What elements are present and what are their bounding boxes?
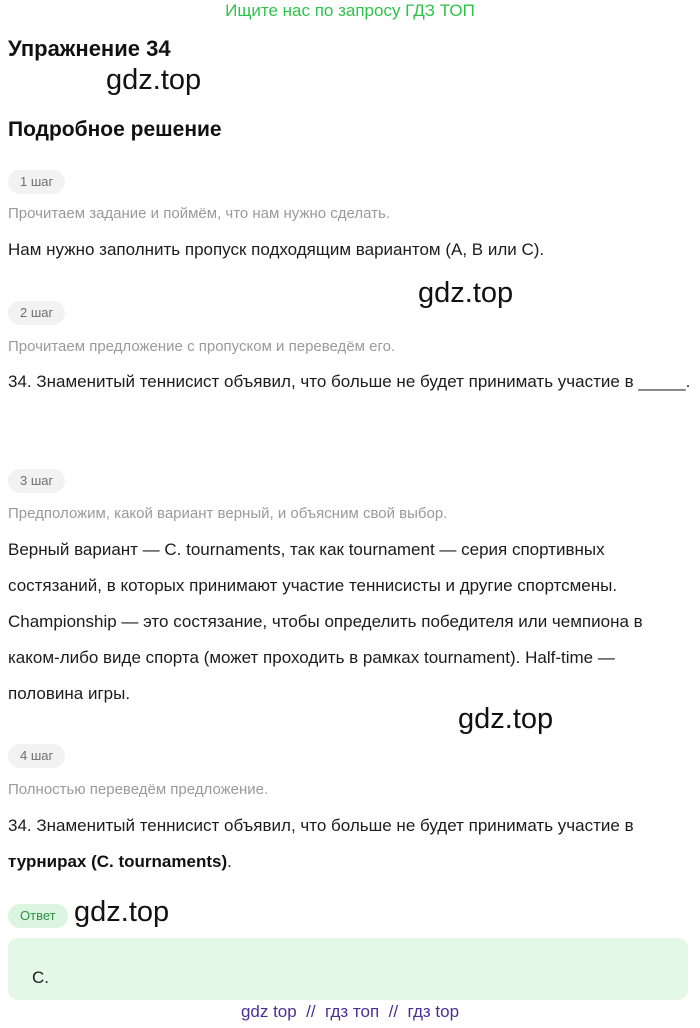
step-3-badge: 3 шаг [8, 469, 65, 493]
step-1-badge: 1 шаг [8, 170, 65, 194]
answer-value: C. [32, 968, 49, 987]
step-4-text-end: . [227, 852, 232, 871]
exercise-title: Упражнение 34 [8, 36, 171, 61]
step-4-text-bold: турнирах (C. tournaments) [8, 852, 228, 871]
footer-links: gdz top // гдз топ // гдз top [240, 1002, 460, 1021]
step-4-hint: Полностью переведём предложение. [8, 781, 269, 798]
step-4-text [8, 808, 692, 880]
solution-title: Подробное решение [8, 118, 222, 141]
step-3-text: Верный вариант — C. tournaments, так как tournament — серия спортивных состязаний, в которых принимают участие теннисисты и другие спортсмены. Championship — это состязание, чтобы определить победителя или чемпиона в каком-либо виде спорта (может проходить в рамках tournament). Half-time — половина игры. [8, 540, 643, 703]
step-3-hint: Предположим, какой вариант верный, и объясним свой выбор. [8, 505, 448, 522]
step-4-badge: 4 шаг [8, 744, 65, 768]
step-1-hint: Прочитаем задание и поймём, что нам нужно сделать. [8, 205, 391, 222]
watermark: gdz.top [106, 64, 202, 96]
answer-box [8, 938, 688, 1000]
step-1-text: Нам нужно заполнить пропуск подходящим вариантом (A, B или C). [8, 240, 545, 259]
promo-banner: Ищите нас по запросу ГДЗ ТОП [225, 1, 475, 20]
step-2-hint: Прочитаем предложение с пропуском и переведём его. [8, 338, 396, 355]
answer-badge: Ответ [8, 904, 68, 928]
step-2-text: 34. Знаменитый теннисист объявил, что больше не будет принимать участие в _____. [8, 372, 691, 391]
watermark: gdz.top [458, 703, 554, 735]
watermark: gdz.top [74, 896, 170, 928]
step-2-badge: 2 шаг [8, 301, 65, 325]
step-4-text-start: 34. Знаменитый теннисист объявил, что больше не будет принимать участие в [8, 816, 634, 835]
watermark: gdz.top [418, 277, 514, 309]
